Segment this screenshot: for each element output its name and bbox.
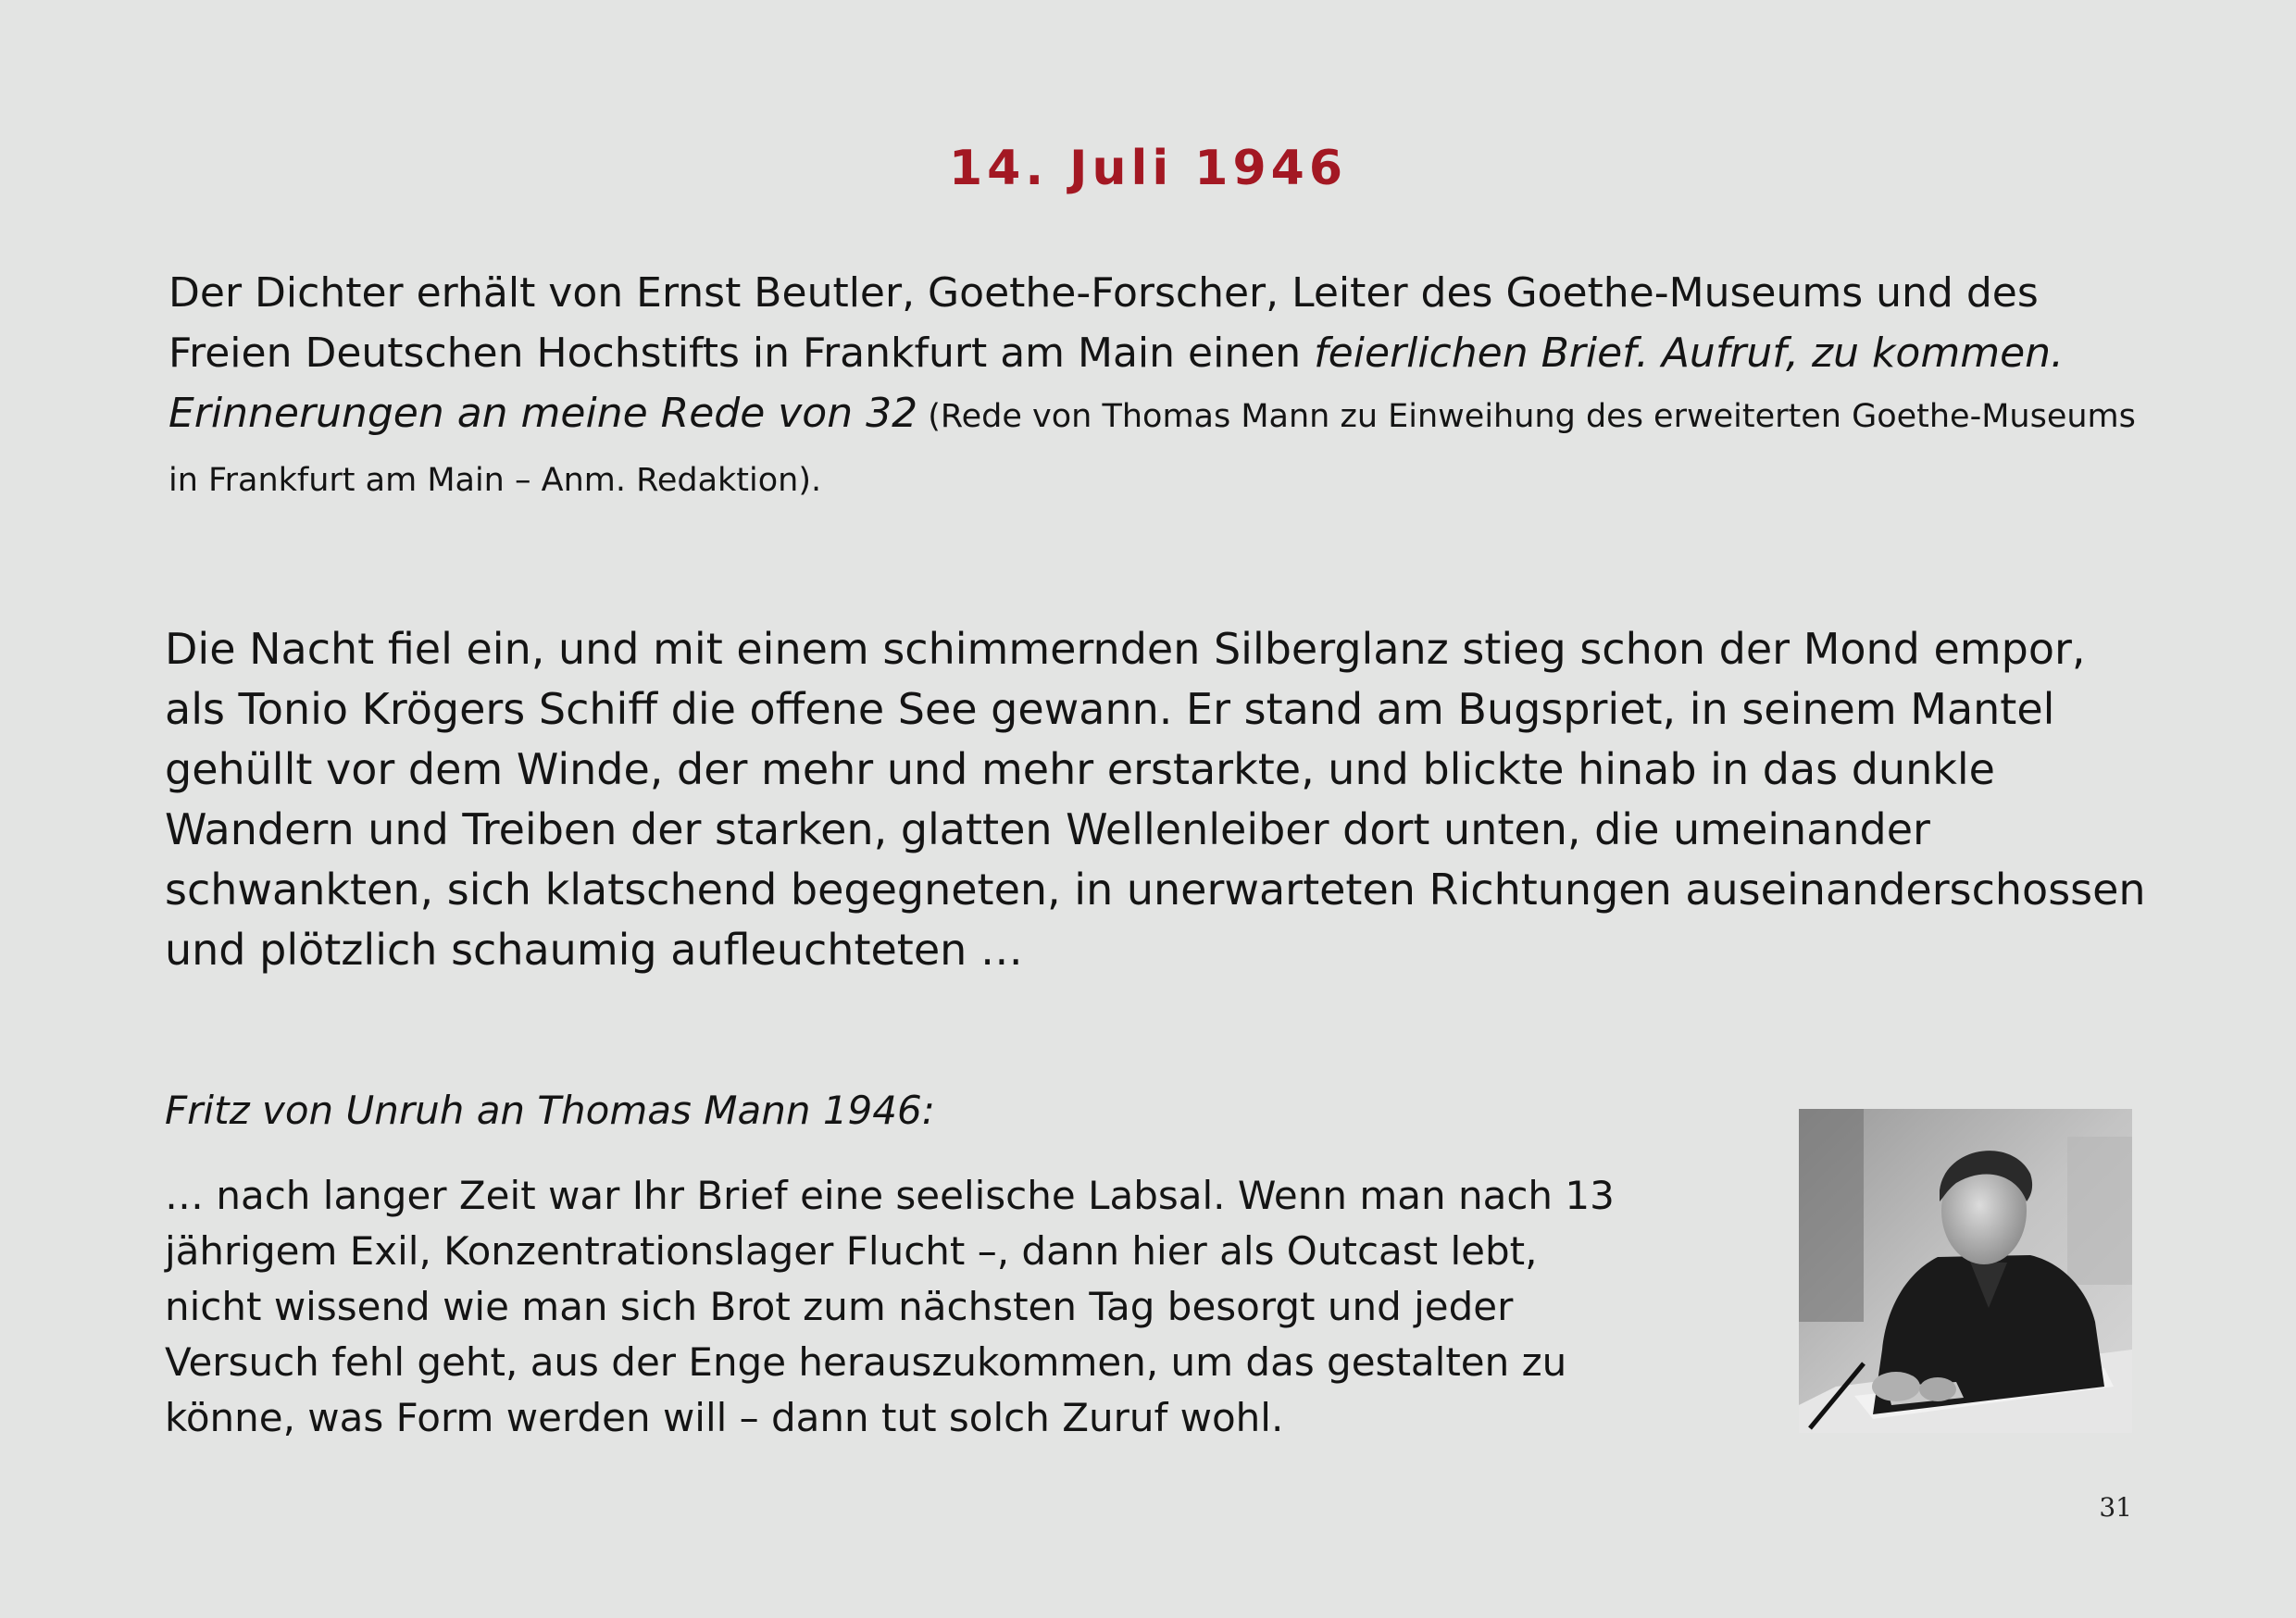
page-number: 31	[2099, 1492, 2132, 1523]
intro-italic-quote: feierlichen Brief. Aufruf, zu kommen. Erinnerungen an meine Rede von 32	[168, 330, 2065, 437]
letter-title: Fritz von Unruh an Thomas Mann 1946:	[165, 1088, 935, 1133]
excerpt-paragraph: Die Nacht fiel ein, und mit einem schimmernden Silberglanz stieg schon der Mond empor, als Tonio Krögers Schiff die offene See gewann. Er stand am Bugspriet, in seinem Mantel gehüllt vor dem Winde, der mehr und mehr erstarkte, und blickte hinab in das dunkle Wandern und Treiben der starken, glatten Wellenleiber dort unten, die umeinander schwankten, sich klatschend begegneten, in unerwarteten Richtungen auseinanderschossen und plötzlich schaumig aufleuchteten …	[165, 624, 2146, 975]
intro-paragraph	[168, 263, 2159, 511]
page-title: 14. Juli 1946	[948, 141, 1348, 196]
portrait-photo	[1799, 1109, 2132, 1433]
intro-text: Der Dichter erhält von Ernst Beutler, Goethe-Forscher, Leiter des Goethe-Museums und des Freien Deutschen Hochstifts in Frankfurt am Main einen	[168, 269, 2039, 377]
letter-quote: … nach langer Zeit war Ihr Brief eine seelische Labsal. Wenn man nach 13 jährigem Exil, Konzentrationslager Flucht –, dann hier als Outcast lebt, nicht wissend wie man sich Brot zum nächsten Tag besorgt und jeder Versuch fehl geht, aus der Enge herauszukommen, um das gestalten zu könne, was Form werden will – dann tut solch Zuruf wohl.	[165, 1173, 1615, 1440]
editorial-note: (Rede von Thomas Mann zu Einweihung des erweiterten Goethe-Museums in Frankfurt am Main – Anm. Redaktion).	[168, 398, 2136, 499]
